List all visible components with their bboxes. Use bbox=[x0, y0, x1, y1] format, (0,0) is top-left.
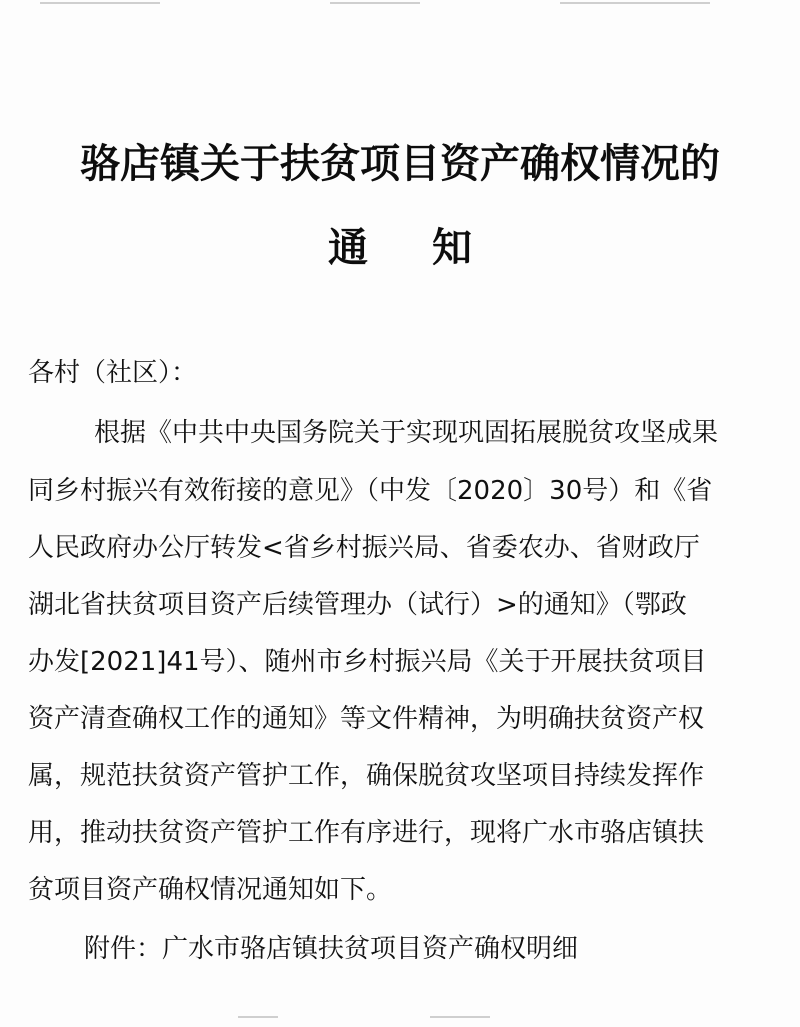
scan-artifact-top bbox=[560, 2, 710, 4]
body-line: 用，推动扶贫资产管护工作有序进行，现将广水市骆店镇扶 bbox=[28, 818, 705, 848]
body-line: 同乡村振兴有效衔接的意见》（中发〔2020〕30号）和《省 bbox=[28, 476, 713, 506]
attachment-note: 附件：广水市骆店镇扶贫项目资产确权明细 bbox=[84, 934, 579, 964]
scan-artifact-top bbox=[40, 2, 160, 4]
scan-artifact-bottom bbox=[430, 1016, 490, 1018]
body-line: 湖北省扶贫项目资产后续管理办（试行）>的通知》（鄂政 bbox=[28, 590, 687, 620]
scan-artifact-top bbox=[330, 2, 420, 4]
body-line: 贫项目资产确权情况通知如下。 bbox=[28, 875, 393, 905]
body-line: 属，规范扶贫资产管护工作，确保脱贫攻坚项目持续发挥作 bbox=[28, 761, 705, 791]
scan-artifact-bottom bbox=[238, 1016, 278, 1018]
body-line: 办发[2021]41号）、随州市乡村振兴局《关于开展扶贫项目 bbox=[28, 647, 707, 677]
body-line: 资产清查确权工作的通知》等文件精神，为明确扶贫资产权 bbox=[28, 704, 705, 734]
body-line: 人民政府办公厅转发<省乡村振兴局、省委农办、省财政厅 bbox=[28, 533, 700, 563]
document-title-line-2 bbox=[0, 216, 800, 273]
title-char-zhi: 知 bbox=[432, 224, 472, 271]
title-char-tong: 通 bbox=[328, 224, 368, 271]
body-line: 根据《中共中央国务院关于实现巩固拓展脱贫攻坚成果 bbox=[94, 418, 719, 448]
salutation: 各村（社区）： bbox=[28, 358, 198, 388]
document-title-line-1: 骆店镇关于扶贫项目资产确权情况的 bbox=[80, 140, 720, 187]
